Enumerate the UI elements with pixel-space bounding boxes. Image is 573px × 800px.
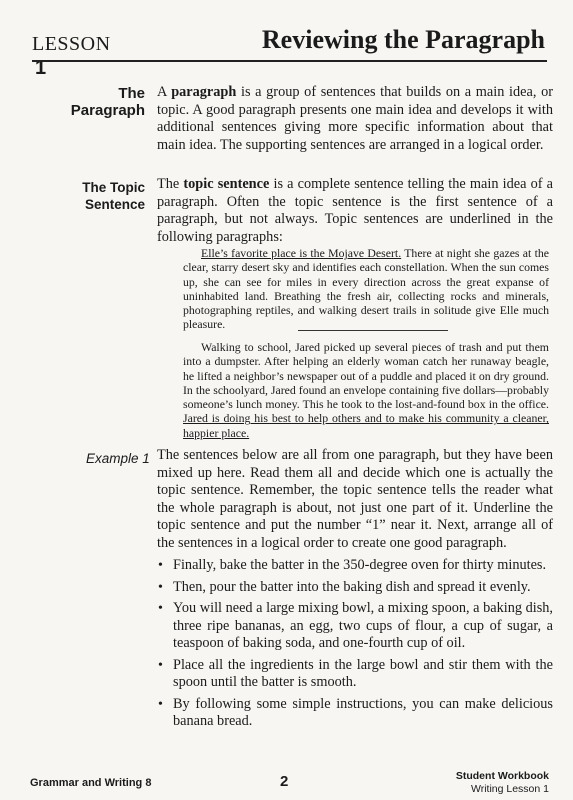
page-number: 2 [280,773,289,790]
bullet-icon: • [158,579,163,595]
bullet-icon: • [158,601,163,616]
footer-book-title: Grammar and Writing 8 [30,777,152,789]
underlined-topic-sentence: Elle’s favorite place is the Mojave Desert. [201,246,402,260]
list-item: • Finally, bake the batter in the 350-degree oven for thirty minutes. [158,557,547,573]
sample-divider [298,330,448,331]
term-topic-sentence: topic sentence [183,176,270,192]
list-item: • Place all the ingredients in the large bowl and stir them with the spoon until the batter is smooth. [158,656,553,690]
topic-definition: The topic sentence is a complete sentence telling the main idea of a paragraph. Often the topic sentence is the first sentence of a paragraph, but not always. Topic sentences are underlined in the following paragraphs: [157,176,554,245]
example-sentence-list [157,557,553,735]
example-label: Example 1 [86,451,150,466]
sample-paragraph-1: Elle’s favorite place is the Mojave Desert. There at night she gazes at the clear, starry desert sky and identifies each constellation. When the sun comes up, she can see for miles in every direction across the great expanse of uninhabited land. Breathing the fresh air, collecting rocks and minerals, photographing reptiles, and walking desert trails in solitude give Elle much pleasure. [183,246,549,332]
lesson-number: 1 [35,57,47,79]
term-paragraph: paragraph [171,84,237,100]
paragraph-side-heading: The Paragraph [70,85,145,119]
page-title: Reviewing the Paragraph [261,25,545,54]
bullet-icon: • [158,696,163,712]
sample-paragraph-2: Walking to school, Jared picked up several pieces of trash and put them into a dumpster. After helping an elderly woman catch her runaway beagle, he lifted a neighbor’s newspaper out of a puddle and placed it on dry ground. In the schoolyard, Jared found an envelope containing five dollars—probably someone’s lunch money. This he took to the lost-and-found box in the office. Jared is doing his best to help others and to make his community a cleaner, happier place. [183,340,549,440]
paragraph-definition: A paragraph is a group of sentences that builds on a main idea, or topic. A good paragraph presents one main idea and develops it with additional sentences giving more specific information about that main idea. The supporting sentences are arranged in a logical order. [157,84,553,153]
bullet-icon: • [158,657,163,673]
list-item: • You will need a large mixing bowl, a mixing spoon, a baking dish, three ripe bananas, an egg, two cups of flour, a cup of sugar, a teaspoon of baking soda, and one-fourth cup of oil. [158,600,553,651]
list-item: • Then, pour the batter into the baking dish and spread it evenly. [158,578,531,595]
topic-side-heading: The Topic Sentence [82,180,145,212]
list-item: • By following some simple instructions, you can make delicious banana bread. [158,695,553,729]
underlined-topic-sentence: Jared is doing his best to help others and to make his community a cleaner, happier place. [183,411,549,440]
lesson-label: LESSON [32,33,111,55]
bullet-icon: • [158,558,163,573]
header-rule [32,60,547,62]
footer-workbook-info: Student Workbook Writing Lesson 1 [455,770,549,795]
example-instructions: The sentences below are all from one paragraph, but they have been mixed up here. Read them all and decide which one is actually the topic sentence. Remember, the topic sentence tells the reader what the whole paragraph is about, not just one part of it. Underline the topic sentence and put the number “1” near it. Next, arrange all of the sentences in a logical order to create one good paragraph. [157,447,553,551]
